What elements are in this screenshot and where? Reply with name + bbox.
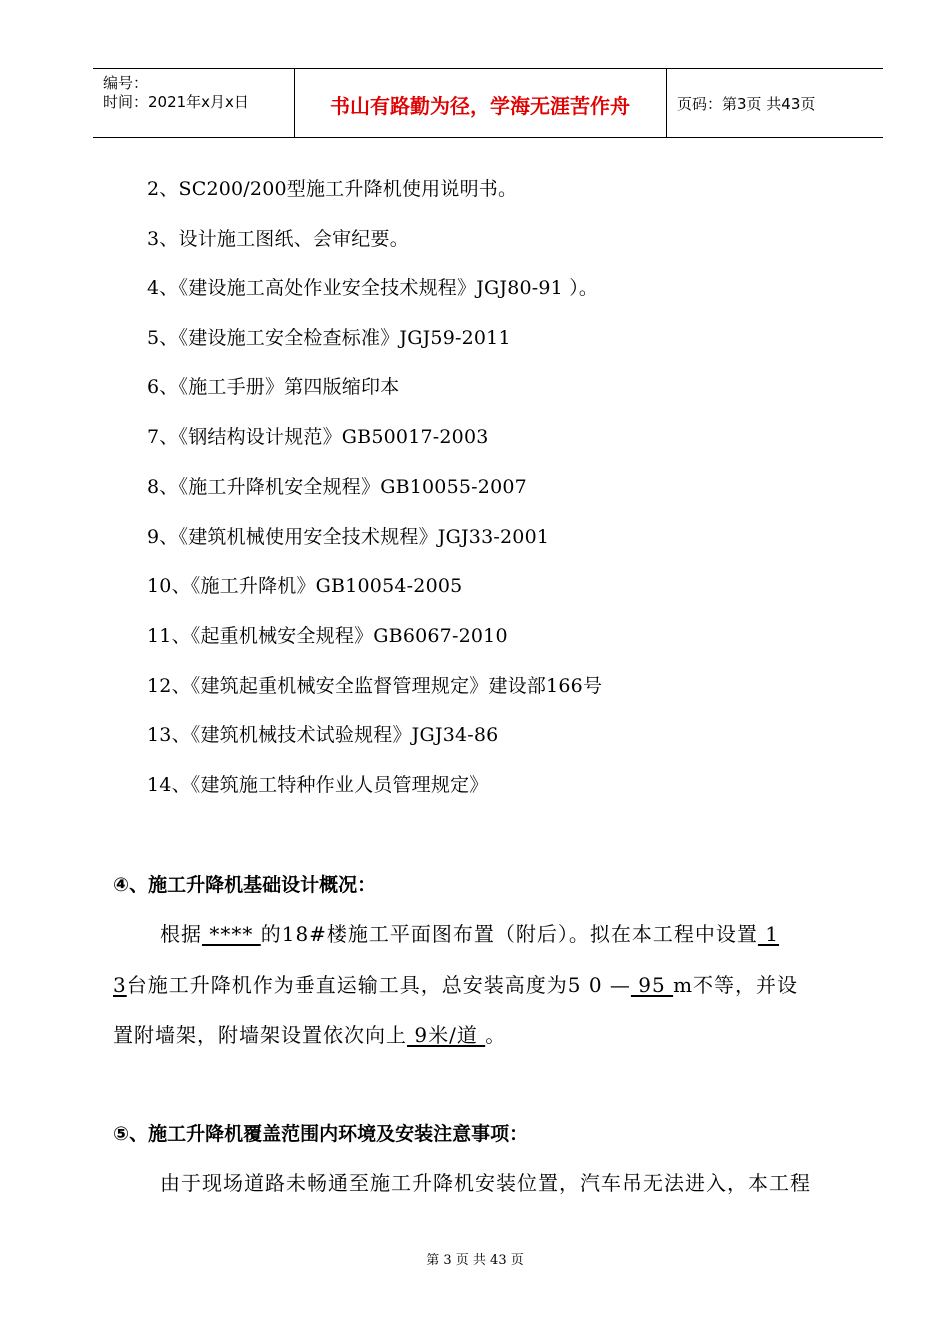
reference-item: 14、《建筑施工特种作业人员管理规定》: [147, 774, 489, 796]
reference-item: 7、《钢结构设计规范》GB50017-2003: [147, 426, 489, 448]
header-motto-cell: [294, 69, 667, 137]
header-page-info: 页码：第3页 共43页: [677, 95, 816, 113]
reference-item: 10、《施工升降机》GB10054-2005: [147, 575, 463, 597]
wall-tie-spacing-blank: 9米/道: [407, 1023, 486, 1047]
reference-item: 2、SC200/200型施工升降机使用说明书。: [147, 178, 518, 200]
max-height-blank: 95: [630, 973, 674, 997]
document-date: 时间：2021年x月x日: [103, 93, 249, 111]
reference-item: 6、《施工手册》第四版缩印本: [147, 376, 400, 398]
reference-item: 5、《建设施工安全检查标准》JGJ59-2011: [147, 327, 511, 349]
header-page-cell: [667, 69, 883, 137]
section-5-line-1: 由于现场道路未畅通至施工升降机安装位置，汽车吊无法进入，本工程: [160, 1171, 811, 1195]
reference-item: 13、《建筑机械技术试验规程》JGJ34-86: [147, 724, 499, 746]
header-motto: 书山有路勤为径，学海无涯苦作舟: [330, 94, 630, 118]
page-footer: 第 3 页 共 43 页: [426, 1253, 524, 1268]
section-4-heading: ④、施工升降机基础设计概况：: [113, 874, 377, 896]
section-4-line-1: 根据 **** 的18#楼施工平面图布置（附后）。拟在本工程中设置 1: [160, 922, 780, 946]
header-meta-cell: [93, 69, 295, 137]
page-header: [93, 68, 883, 138]
document-number-label: 编号：: [103, 74, 149, 92]
section-4-line-3: 置附墙架，附墙架设置依次向上 9米/道 。: [113, 1023, 507, 1047]
elevator-count-blank: 1: [757, 922, 780, 946]
reference-item: 11、《起重机械安全规程》GB6067-2010: [147, 625, 508, 647]
reference-item: 4、《建设施工高处作业安全技术规程》JGJ80-91 ）。: [147, 277, 599, 299]
reference-item: 9、《建筑机械使用安全技术规程》JGJ33-2001: [147, 526, 550, 548]
project-name-blank: ****: [202, 922, 261, 946]
elevator-count-blank-cont: 3: [113, 973, 127, 997]
reference-item: 8、《施工升降机安全规程》GB10055-2007: [147, 476, 527, 498]
reference-item: 3、设计施工图纸、会审纪要。: [147, 228, 409, 250]
reference-item: 12、《建筑起重机械安全监督管理规定》建设部166号: [147, 675, 603, 697]
section-4-line-2: 3台施工升降机作为垂直运输工具，总安装高度为5 0 — 95 m不等，并设: [113, 973, 799, 997]
section-5-heading: ⑤、施工升降机覆盖范围内环境及安装注意事项：: [113, 1123, 529, 1145]
